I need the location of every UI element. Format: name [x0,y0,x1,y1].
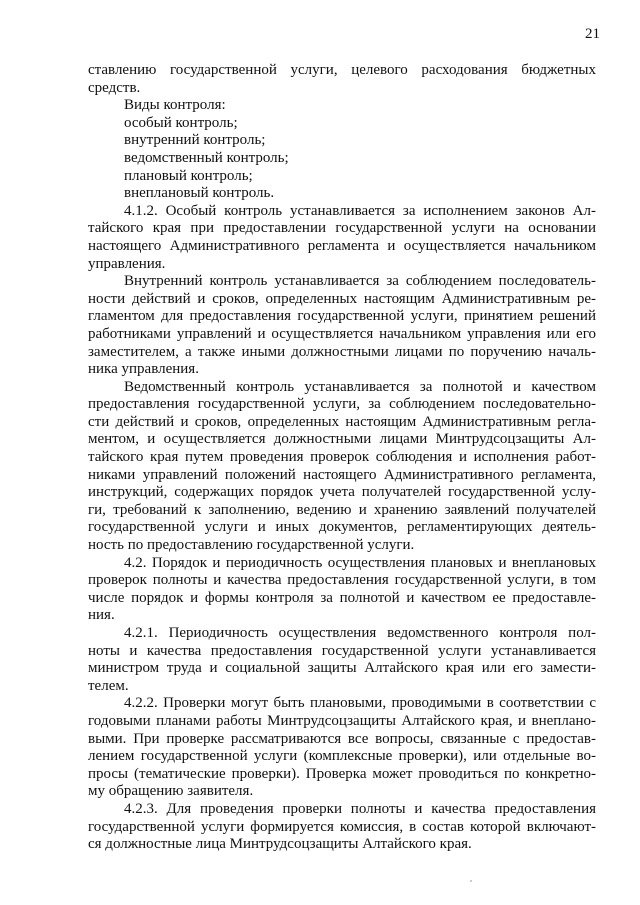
text-line: средств. [88,79,141,96]
text-line: просы (тематические проверки). Проверка может проводиться по конкретно- [88,765,596,782]
text-line: управления. [88,255,166,272]
text-line: никами управлений положений настоящего Административного регламента, [88,466,596,483]
text-line: ника управления. [88,361,199,378]
text-line: 4.2.1. Периодичность осуществления ведомственного контроля пол- [124,625,596,641]
text-line: гламентом для предоставления государственной услуги, принятием решений [88,308,596,325]
text-line: ментом, и осуществляется должностными лицами Минтрудсоцзащиты Ал- [88,431,596,448]
text-line: ность по предоставлению государственной услуги. [88,537,415,554]
text-line: предоставления государственной услуги, за соблюдением последовательно- [88,396,596,413]
text-line: государственной услуги и иных документов, регламентирующих деятель- [88,519,596,536]
text-line: 4.2.3. Для проведения проверки полноты и качества предоставления [124,800,596,817]
text-line: му обращению заявителя. [88,783,254,800]
text-line: тайского края при предоставлении государственной услуги на основании [88,220,596,237]
text-line: ности действий и сроков, определенных настоящим Административным ре- [88,290,596,307]
text-line: министром труда и социальной защиты Алтайского края или его замести- [88,660,596,677]
text-line: телем. [88,677,129,694]
list-item: плановый контроль; [124,167,253,184]
document-body [88,62,596,854]
text-line: сти действий и сроков, определенных настоящим Административным регла- [88,413,596,430]
text-line: 4.1.2. Особый контроль устанавливается за исполнением законов Ал- [124,202,596,219]
list-item: особый контроль; [124,114,238,131]
text-line: Ведомственный контроль устанавливается за полнотой и качеством [124,378,596,395]
text-line: ги, требований к заполнению, ведению и хранению заявлений получателей [88,501,596,518]
text-line: 4.2.2. Проверки могут быть плановыми, проводимыми в соответствии с [124,695,596,712]
list-item: внеплановый контроль. [124,185,275,202]
text-line: ставлению государственной услуги, целевого расходования бюджетных [88,62,596,78]
list-item: внутренний контроль; [124,132,266,149]
text-line: 4.2. Порядок и периодичность осуществления плановых и внеплановых [124,554,596,571]
text-line: ноты и качества предоставления государственной услуги устанавливается [88,642,596,659]
text-line: работниками управлений и осуществляется начальником управления или его [88,325,596,342]
page-number: 21 [585,26,600,42]
text-line: Внутренний контроль устанавливается за соблюдением последователь- [124,273,596,290]
text-line: числе порядок и формы контроля за полнотой и качеством ее предоставле- [88,589,596,606]
scan-speck [470,880,472,882]
list-heading: Виды контроля: [124,97,226,114]
list-item: ведомственный контроль; [124,149,289,166]
text-line: годовыми планами работы Минтрудсоцзащиты Алтайского края, и внеплано- [88,712,596,729]
text-line: проверок полноты и качества предоставления государственной услуги, в том [88,572,596,589]
text-line: лением государственной услуги (комплексные проверки), или отдельные во- [88,748,596,765]
text-line: государственной услуги формируется комиссия, в состав которой включают- [88,818,596,835]
text-line: тайского края путем проведения проверок соблюдения и исполнения работ- [88,449,596,466]
text-line: заместителем, а также иными должностными лицами по поручению началь- [88,343,596,360]
text-line: выми. При проверке рассматриваются все вопросы, связанные с предостав- [88,730,596,747]
text-line: инструкций, содержащих порядок учета получателей государственной услу- [88,484,596,501]
text-line: ся должностные лица Минтрудсоцзащиты Алтайского края. [88,836,472,853]
text-line: настоящего Административного регламента и осуществляется начальником [88,237,596,254]
text-line: ния. [88,607,115,624]
